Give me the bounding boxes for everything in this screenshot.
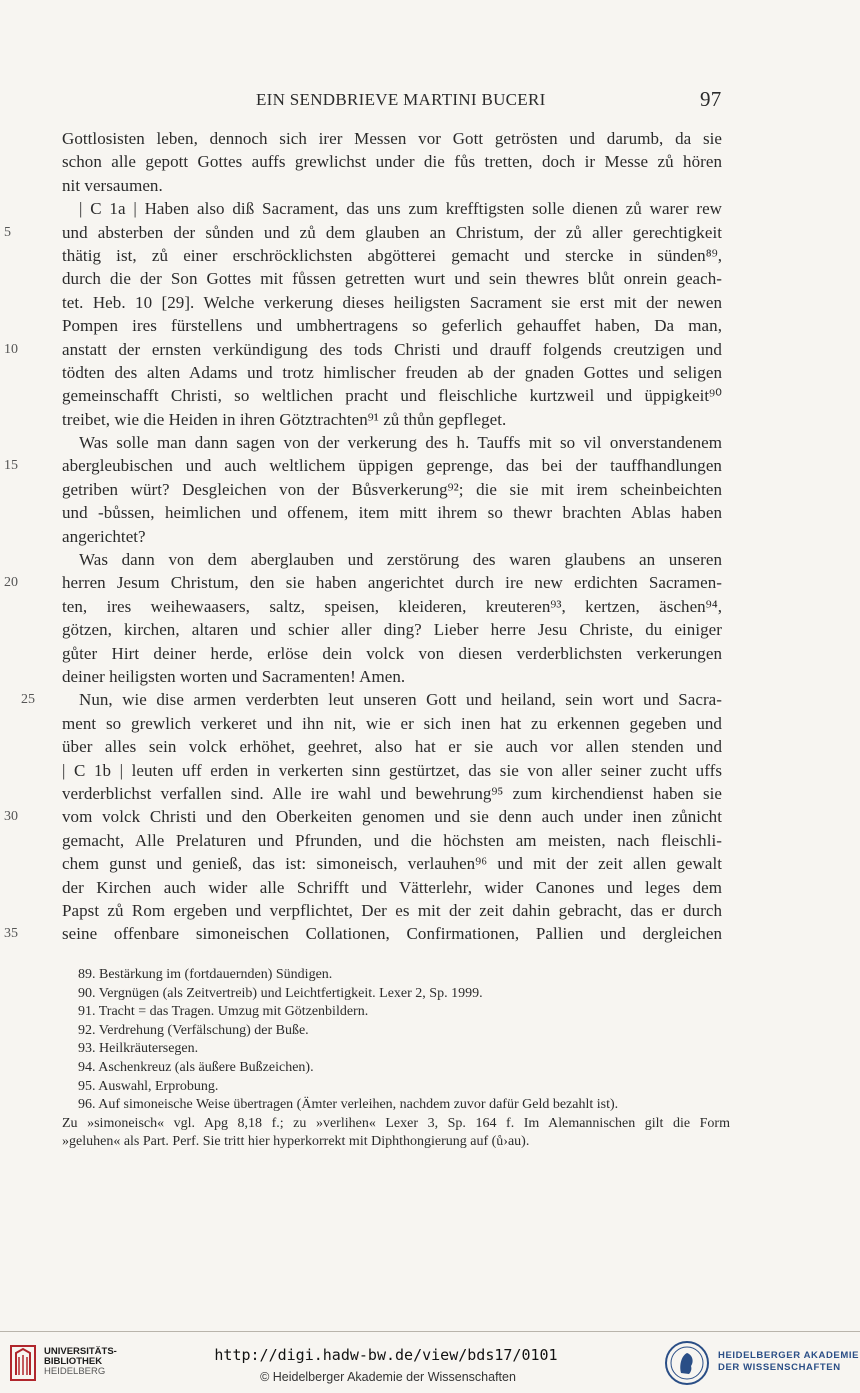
- line-number: 10: [4, 341, 19, 357]
- text-line-content: tet. Heb. 10 [29]. Welche verkerung dieses heiligsten Sacrament sie erst mit der newen: [62, 292, 722, 312]
- text-line: [62, 665, 722, 688]
- viewer-footer: [0, 1331, 860, 1393]
- library-name-line2: BIBLIOTHEK: [44, 1356, 103, 1367]
- text-line-content: | C 1a | Haben also diß Sacrament, das uns zum krefftigsten solle dienen zů warer rew: [79, 199, 722, 219]
- text-line: [62, 548, 722, 571]
- text-line: [62, 314, 722, 337]
- text-line-content: chem gunst und genieß, das ist: simoneisch, verlauhen⁹⁶ und mit der zeit allen gewalt: [62, 854, 722, 874]
- main-text: [4, 127, 722, 946]
- footnote: 93. Heilkräutersegen.: [78, 1041, 199, 1057]
- text-line-content: über alles sein volck erhöhet, geehret, also hat er sie auch vor allen stenden und: [62, 737, 722, 757]
- text-line-content: gůter Hirt deiner herde, erlöse dein volck von diesen verderblichsten verkerungen: [62, 643, 722, 663]
- text-line: [62, 244, 722, 267]
- text-line-content: thätig ist, zů einer erschröcklichsten abgötterei gemacht und stercke in sünden⁸⁹,: [62, 245, 722, 265]
- text-line: [4, 338, 722, 361]
- text-line: [62, 712, 722, 735]
- text-line-content: angerichtet?: [62, 526, 146, 546]
- text-line: [62, 174, 722, 197]
- text-line-content: der Kirchen auch wider alle Schrifft und Vätterlehr, wider Canones und leges dem: [62, 877, 722, 897]
- text-line-content: und absterben der sůnden und zů dem glauben an Christum, der zů aller gerechtigkeit: [62, 222, 722, 242]
- text-line: [62, 759, 722, 782]
- text-line: [4, 571, 722, 594]
- text-line-content: gemeinschafft Christi, so weltlichen pracht und fleischliche kurtzweil und üppigkeit⁹⁰: [62, 386, 722, 406]
- footnote: 91. Tracht = das Tragen. Umzug mit Götzenbildern.: [78, 1004, 369, 1020]
- text-line-content: verderblichst verfallen sind. Alle ire wahl und bewehrung⁹⁵ zum kirchendienst haben sie: [62, 783, 722, 803]
- text-line: [62, 267, 722, 290]
- text-line: [62, 642, 722, 665]
- text-line: [62, 618, 722, 641]
- line-number: 15: [4, 458, 19, 474]
- text-line-content: ten, ires weihewaasers, saltz, speisen, kleideren, kreuteren⁹³, kertzen, äschen⁹⁴,: [62, 596, 722, 616]
- running-title: EIN SENDBRIEVE MARTINI BUCERI: [256, 90, 546, 109]
- text-line: [62, 899, 722, 922]
- footnote: 92. Verdrehung (Verfälschung) der Buße.: [78, 1022, 309, 1038]
- running-header: [0, 87, 860, 112]
- text-line-content: tödten des alten Adams und trotz himlischer freuden ab der gnaden Gottes und seligen: [62, 362, 722, 382]
- text-line-content: abergleubischen und auch weltlichem üppigen geprenge, das bei der tauffhandlungen: [62, 456, 722, 476]
- text-line: [62, 525, 722, 548]
- academy-name-line2: DER WISSENSCHAFTEN: [718, 1362, 841, 1373]
- line-number: 5: [4, 224, 12, 240]
- text-line: [62, 782, 722, 805]
- text-line-content: Was solle man dann sagen von der verkerung des h. Tauffs mit so vil onverstandenem: [79, 433, 722, 453]
- text-line-content: Was dann von dem aberglauben und zerstörung des waren glaubens an unseren: [79, 550, 722, 570]
- text-line: [4, 454, 722, 477]
- text-line-content: schon alle gepott Gottes auffs grewlichst under die fůs tretten, doch ir Messe zů hören: [62, 152, 722, 172]
- text-line-content: nit versaumen.: [62, 175, 163, 195]
- footnote: »geluhen« als Part. Perf. Sie tritt hier hyperkorrekt mit Diphthongierung auf (ů›au).: [62, 1134, 530, 1150]
- text-line: [62, 829, 722, 852]
- text-line-content: gemacht, Alle Prelaturen und Pfrunden, und die höchsten am meisten, nach fleischli-: [62, 830, 722, 850]
- text-line: [62, 735, 722, 758]
- text-line-content: anstatt der ernsten verkündigung des tods Christi und drauff folgends creutzigen und: [62, 339, 722, 359]
- text-line: [62, 150, 722, 173]
- text-line-content: durch die der Son Gottes mit fůssen getretten wurt und sein thewres blůt onrein geach-: [62, 269, 722, 289]
- text-line: [62, 431, 722, 454]
- text-line: [62, 408, 722, 431]
- text-line: [21, 688, 722, 711]
- text-line: [4, 221, 722, 244]
- copyright-notice: © Heidelberger Akademie der Wissenschaften: [260, 1370, 516, 1384]
- text-line: [62, 595, 722, 618]
- academy-seal-icon: [664, 1340, 710, 1386]
- library-name-line1: UNIVERSITÄTS-: [44, 1346, 117, 1357]
- library-name-line3: HEIDELBERG: [44, 1366, 106, 1377]
- footnotes: [62, 966, 730, 1152]
- page-number: 97: [700, 87, 722, 111]
- text-line: [62, 384, 722, 407]
- text-line: [62, 291, 722, 314]
- text-line-content: getriben würt? Desgleichen von der Bůsverkerung⁹²; die sie mit irem scheinbeichten: [62, 479, 722, 499]
- footnote: 90. Vergnügen (als Zeitvertreib) und Leichtfertigkeit. Lexer 2, Sp. 1999.: [78, 985, 483, 1001]
- text-line: [4, 922, 722, 945]
- footnote: 95. Auswahl, Erprobung.: [78, 1078, 219, 1094]
- text-line: [62, 852, 722, 875]
- footnote: 89. Bestärkung im (fortdauernden) Sündigen.: [78, 967, 333, 982]
- text-line-content: und -bůssen, heimlichen und offenem, item mitt ihrem so thewr brachten Ablas haben: [62, 503, 722, 523]
- text-line: [62, 127, 722, 150]
- text-line-content: | C 1b | leuten uff erden in verkerten sinn gestürtzet, das sie von aller seiner zucht uffs: [62, 760, 722, 780]
- text-line-content: götzen, kirchen, altaren und schier aller ding? Lieber herre Jesu Christe, du einiger: [62, 620, 722, 640]
- text-line-content: seine offenbare simoneischen Collationen, Confirmationen, Pallien und dergleichen: [62, 924, 722, 944]
- text-line-content: Pompen ires fürstellens und umbhertragens so geferlich gehauffet haben, Da man,: [62, 316, 722, 336]
- footnote: 94. Aschenkreuz (als äußere Bußzeichen).: [78, 1059, 314, 1075]
- text-line: [62, 361, 722, 384]
- line-number: 35: [4, 926, 19, 942]
- permalink-url[interactable]: http://digi.hadw-bw.de/view/bds17/0101: [214, 1346, 558, 1364]
- text-line-content: vom volck Christi und den Oberkeiten genomen und sie denn auch under inen zůnicht: [62, 807, 722, 827]
- text-line: [62, 197, 722, 220]
- line-number: 30: [4, 809, 19, 825]
- academy-name: [718, 1350, 859, 1374]
- text-line-content: Nun, wie dise armen verderbten leut unseren Gott und heiland, sein wort und Sacra-: [79, 690, 722, 710]
- text-line-content: deiner heiligsten worten und Sacramenten! Amen.: [62, 666, 406, 686]
- text-line-content: treibet, wie die Heiden in ihren Götztrachten⁹¹ zů thůn gepfleget.: [62, 409, 507, 429]
- footnote: Zu »simoneisch« vgl. Apg 8,18 f.; zu »verlihen« Lexer 3, Sp. 164 f. Im Alemannischen gilt die Form: [62, 1115, 730, 1131]
- text-line-content: herren Jesum Christum, den sie haben angerichtet durch ire new erdichten Sacramen-: [62, 573, 722, 593]
- text-line: [62, 876, 722, 899]
- text-line-content: ment so grewlich verkeret und ihn nit, wie er sich inen hat zu erkennen gegeben und: [62, 713, 722, 733]
- text-line: [4, 805, 722, 828]
- text-line: [62, 478, 722, 501]
- text-line-content: Papst zů Rom ergeben und verpflichtet, Der es mit der zeit dahin gebracht, das er durch: [62, 900, 722, 920]
- text-line: [62, 501, 722, 524]
- text-line-content: Gottlosisten leben, dennoch sich irer Messen vor Gott getrösten und darumb, da sie: [62, 129, 722, 148]
- academy-name-line1: HEIDELBERGER AKADEMIE: [718, 1350, 860, 1361]
- line-number: 25: [21, 692, 36, 708]
- line-number: 20: [4, 575, 19, 591]
- footnote: 96. Auf simoneische Weise übertragen (Ämter verleihen, nachdem zuvor dafür Geld bezahlt ist).: [78, 1097, 619, 1113]
